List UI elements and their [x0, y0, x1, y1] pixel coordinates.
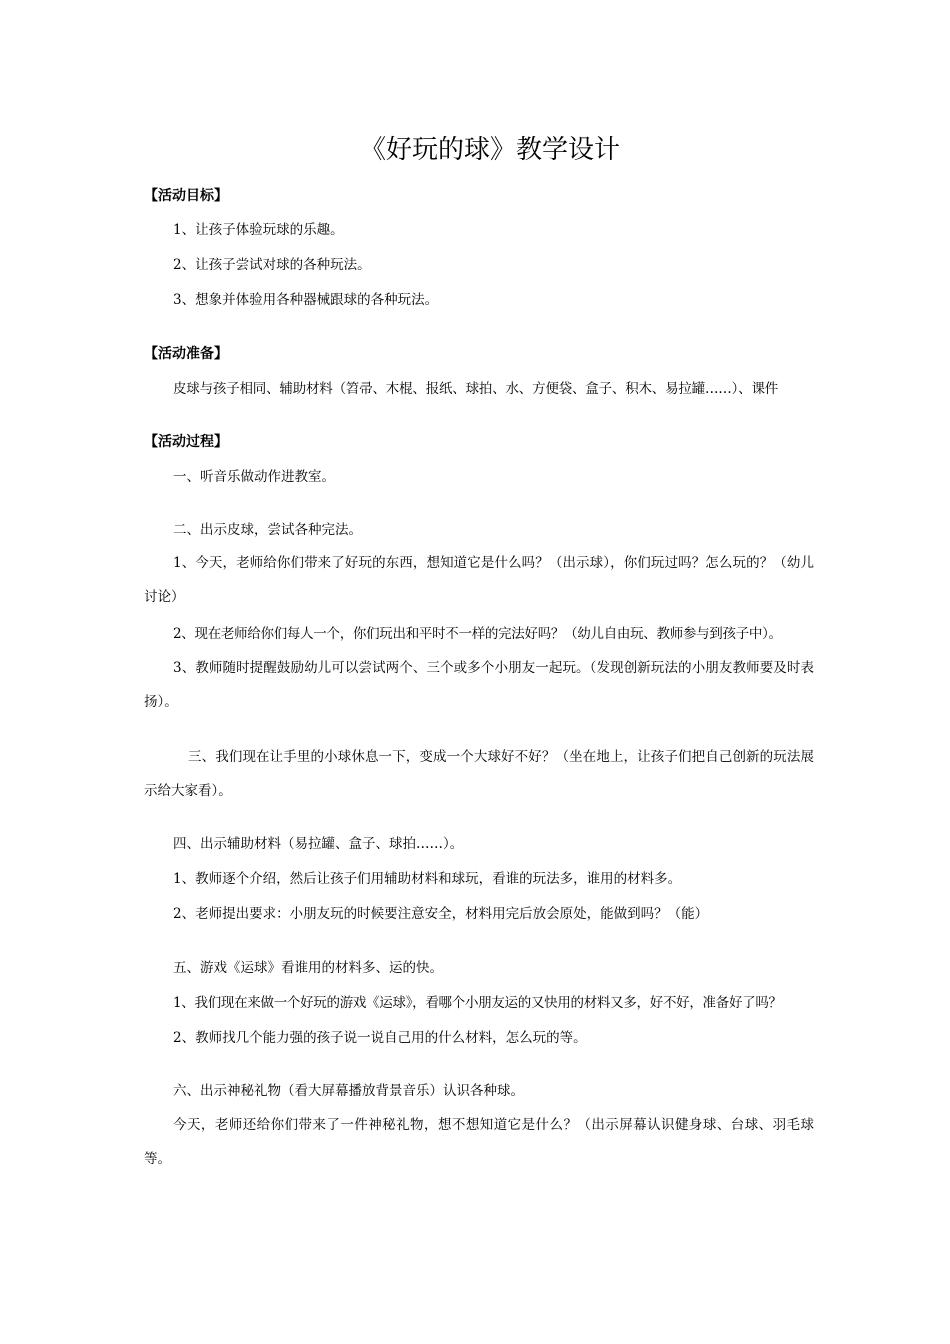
process-step-1: 一、听音乐做动作进教室。 — [173, 469, 335, 485]
process-step-2-item-3: 3、教师随时提醒鼓励幼儿可以尝试两个、三个或多个小朋友一起玩。（发现创新玩法的小朋友教师要及时表扬）。 — [144, 660, 814, 710]
process-step-5-item-2: 2、教师找几个能力强的孩子说一说自己用的什么材料，怎么玩的等。 — [173, 1030, 587, 1046]
prep-heading: 【活动准备】 — [144, 346, 228, 362]
process-heading: 【活动过程】 — [144, 434, 228, 450]
process-step-5-item-1: 1、我们现在来做一个好玩的游戏《运球》，看哪个小朋友运的又快用的材料又多，好不好，准备好了吗？ — [173, 995, 782, 1011]
process-step-4-item-2: 2、老师提出要求：小朋友玩的时候要注意安全，材料用完后放会原处，能做到吗？（能） — [173, 906, 709, 922]
process-step-2-item-2: 2、现在老师给你们每人一个，你们玩出和平时不一样的完法好吗？（幼儿自由玩、教师参与到孩子中）。 — [173, 626, 782, 642]
process-step-3: 三、我们现在让手里的小球休息一下，变成一个大球好不好？（坐在地上，让孩子们把自己创新的玩法展示给大家看）。 — [144, 749, 814, 799]
process-step-2-title: 二、出示皮球，尝试各种完法。 — [173, 522, 362, 538]
document-title: 《好玩的球》教学设计 — [359, 135, 620, 165]
goals-heading: 【活动目标】 — [144, 188, 228, 204]
process-step-2-item-1: 1、今天，老师给你们带来了好玩的东西，想知道它是什么吗？（出示球），你们玩过吗？怎么玩的？（幼儿讨论） — [144, 555, 814, 605]
process-step-4-item-1: 1、教师逐个介绍，然后让孩子们用辅助材料和球玩，看谁的玩法多，谁用的材料多。 — [173, 871, 682, 887]
goal-item-3: 3、想象并体验用各种器械跟球的各种玩法。 — [173, 292, 439, 308]
process-step-6-title: 六、出示神秘礼物（看大屏幕播放背景音乐）认识各种球。 — [173, 1083, 524, 1099]
goal-item-2: 2、让孩子尝试对球的各种玩法。 — [173, 257, 371, 273]
process-step-4-title: 四、出示辅助材料（易拉罐、盒子、球拍……）。 — [173, 836, 464, 852]
prep-text: 皮球与孩子相同、辅助材料（笤帚、木棍、报纸、球拍、水、方便袋、盒子、积木、易拉罐……）、课件 — [173, 381, 779, 397]
goal-item-1: 1、让孩子体验玩球的乐趣。 — [173, 222, 344, 238]
process-step-6-text: 今天，老师还给你们带来了一件神秘礼物，想不想知道它是什么？（出示屏幕认识健身球、台球、羽毛球等。 — [144, 1117, 814, 1167]
process-step-5-title: 五、游戏《运球》看谁用的材料多、运的快。 — [173, 960, 443, 976]
